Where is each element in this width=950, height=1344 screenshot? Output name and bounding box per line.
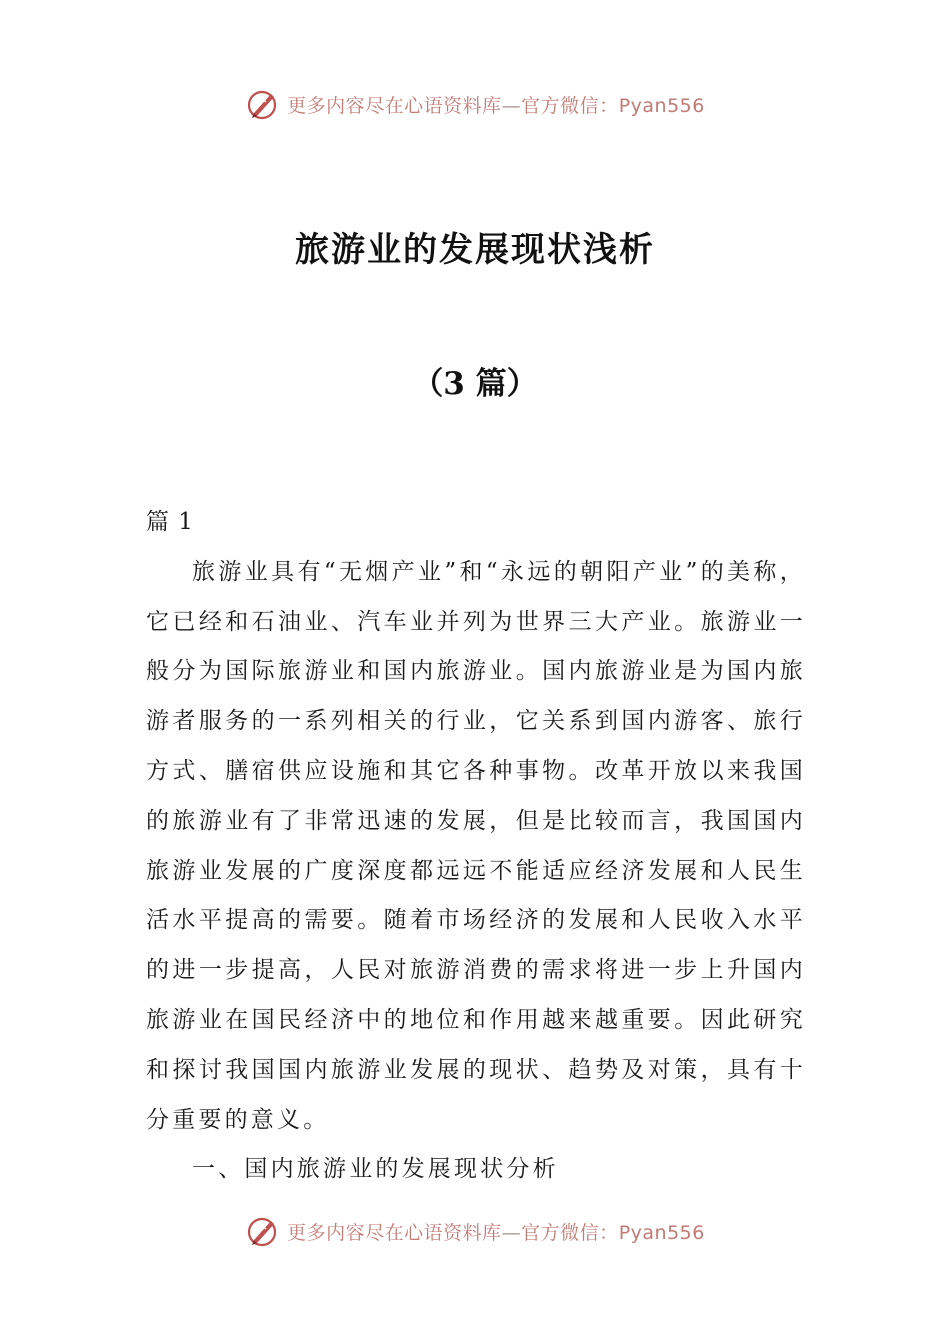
document-title: 旅游业的发展现状浅析 — [295, 230, 655, 270]
section-heading: 一、国内旅游业的发展现状分析 — [192, 1156, 559, 1183]
paragraph: 旅游业具有“无烟产业”和“永远的朝阳产业”的美称，它已经和石油业、汽车业并列为世界三大产业。旅游业一般分为国际旅游业和国内旅游业。国内旅游业是为国内旅游者服务的一系列相关的行业，它关系到国内游客、旅行方式、膳宿供应设施和其它各种事物。改革开放以来我国的旅游业有了非常迅速的发展，但是比较而言，我国国内旅游业发展的广度深度都远远不能适应经济发展和人民生活水平提高的需要。随着市场经济的发展和人民收入水平的进一步提高，人民对旅游消费的需求将进一步上升国内旅游业在国民经济中的地位和作用越来越重要。因此研究和探讨我国国内旅游业发展的现状、趋势及对策，具有十分重要的意义。 — [146, 558, 806, 1133]
document-subtitle: （3 篇） — [412, 366, 538, 402]
pen-logo-icon — [245, 1213, 281, 1249]
watermark-main: 更多内容尽在心语资料库 — [287, 1221, 502, 1244]
pen-logo-icon — [245, 86, 281, 122]
watermark-account-label: 官方微信： — [521, 94, 619, 117]
watermark-account-id: Pyan556 — [618, 94, 705, 117]
document-body — [146, 498, 806, 1195]
watermark-account-id: Pyan556 — [618, 1221, 705, 1244]
watermark-header — [0, 84, 950, 124]
watermark-footer — [0, 1211, 950, 1251]
watermark-main: 更多内容尽在心语资料库 — [287, 94, 502, 117]
watermark-text — [287, 1218, 705, 1245]
watermark-dash: — — [501, 1221, 522, 1244]
watermark-account-label: 官方微信： — [521, 1221, 619, 1244]
watermark-dash: — — [501, 94, 522, 117]
watermark-text — [287, 91, 705, 118]
section-label: 篇 1 — [146, 509, 194, 535]
